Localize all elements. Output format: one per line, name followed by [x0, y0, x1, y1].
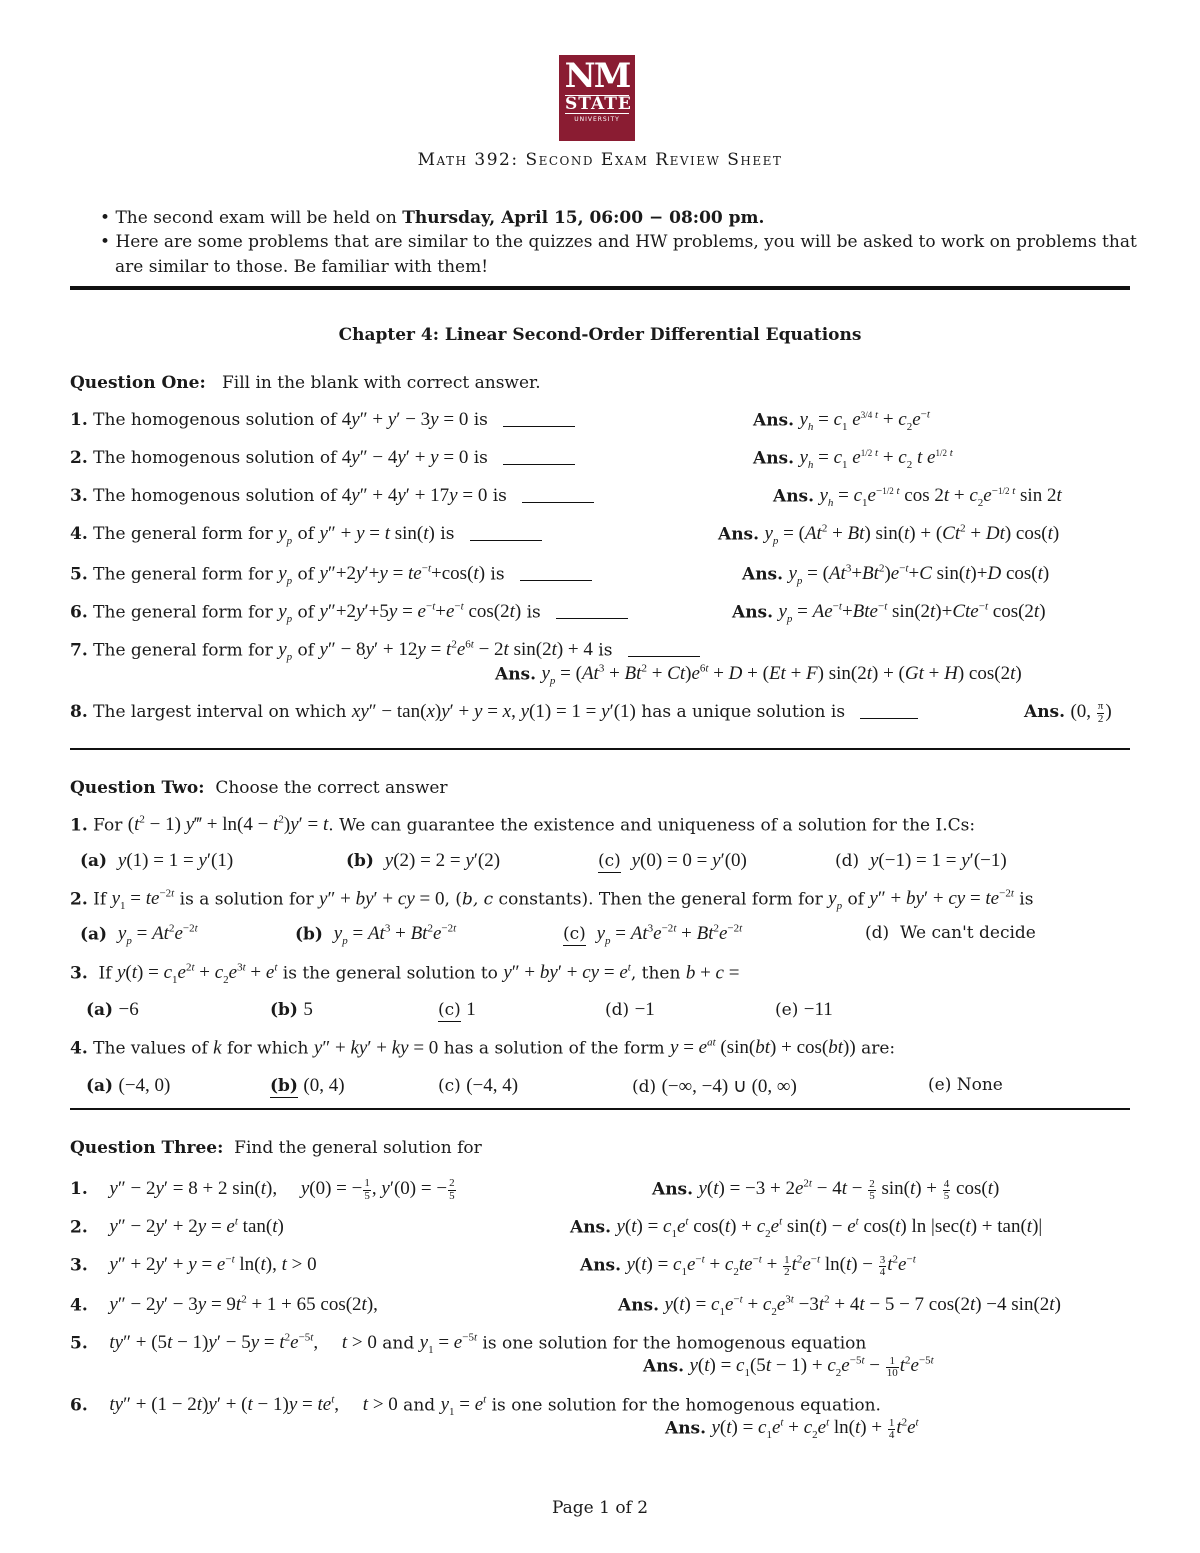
bullet-exam-date [100, 208, 764, 228]
page-number: Page 1 of 2 [551, 1498, 649, 1518]
q1-item-8: 8. The largest interval on which xy″ − tan(x)y′ + y = x, y(1) = 1 = y′(1) has a unique solution is [70, 701, 918, 723]
question-two-label: Question Two: [70, 778, 205, 798]
question-three-instruction: Find the general solution for [234, 1138, 482, 1158]
bullet-exam-date-bold: Thursday, April 15, 06:00 − 08:00 pm. [402, 208, 765, 228]
q3-item-6: 6. $ty'' + (1 - 2t)y' + (t - 1)y = te^t$, t > 0 and $y_1 = e^t$ is one solution for the homogenous equation. [70, 1394, 881, 1419]
q3-item-5: 5. $ty'' + (5t - 1)y' - 5y = t^2e^{-5t}$, t > 0 and $y_1 = e^{-5t}$ is one solution for the homogenous equation [70, 1332, 867, 1357]
answer-blank [470, 540, 542, 541]
q1-answer-7: Ans. $y_p = (At^3 + Bt^2 + Ct)e^{6t} + D + (Et + F) \sin(2t) + (Gt + H)$ cos(2t) [495, 663, 1022, 688]
q1-item-5: 5. The general form for $y_p$ of $y''+2y'+y = te^{-t}+\cos(t)$ is [70, 563, 592, 587]
q2-4-option-b: (b) (0, 4) [270, 1075, 345, 1096]
q3-answer-4: Ans. $y(t) = c_1e^{-t} + c_2e^{3t} -3t^2 + 4t - 5 - 7$ cos(2t) −4 sin(2t) [618, 1294, 1061, 1319]
q1-answer-2: Ans. $y_h = c_1$ $e^{1/2 t} + c_2$ t $e^{1/2 t}$ [753, 447, 953, 472]
chapter-title: Chapter 4: Linear Second-Order Differential Equations [338, 325, 862, 345]
q2-3-option-b: (b) 5 [270, 999, 313, 1020]
section-divider [70, 748, 1130, 750]
question-two-heading [70, 778, 448, 798]
q2-4-option-d: (d) (−∞, −4) ∪ (0, ∞) [632, 1076, 797, 1097]
q2-2-option-c: (c) $y_p = At^3e^{-2t} + Bt^2e^{-2t}$ [563, 923, 743, 948]
q1-item-3: 3. The homogenous solution of 4y″ + 4y′ + 17y = 0 is [70, 485, 594, 507]
q2-item-1: 1. For $(t^2 - 1)$ y‴ + $\ln(4 - t^2)y' = t$. We can guarantee the existence and uniqueness of a solution for the I.Cs: [70, 814, 976, 836]
section-divider [70, 1108, 1130, 1110]
q2-3-option-a: (a) −6 [86, 999, 139, 1020]
q3-answer-3: Ans. $y(t) = c_1e^{-t} + c_2te^{-t}$ + $\frac{1}{2}$ $t^2e^{-t}$ ln(t) − $\frac{3}{4}$ $t^2e^{-t}$ [580, 1253, 916, 1279]
q2-item-2: 2. If $y_1 = te^{-2t}$ is a solution for y″ + by′ + cy = 0, (b, c constants). Then the general form for $y_p$ of y″ + by′ + cy = $te^{-2t}$ is [70, 888, 1034, 913]
bullet-exam-date-text: The second exam will be held on [115, 208, 403, 228]
q3-item-3: 3. $y'' + 2y' + y = e^{-t}$ ln(t), t > 0 [70, 1254, 317, 1276]
q2-4-option-e: (e) None [928, 1075, 1003, 1095]
q2-2-option-d: (d) We can't decide [865, 923, 1036, 943]
logo-text-university: UNIVERSITY [574, 116, 620, 123]
q1-answer-8: Ans. (0, $\frac{\pi}{2}$ ) [1024, 700, 1112, 725]
q2-4-option-c: (c) (−4, 4) [438, 1075, 519, 1096]
bullet-icon: • [100, 232, 111, 252]
page-title: Math 392: Second Exam Review Sheet [417, 150, 783, 170]
q2-1-option-c: (c) y(0) = 0 = y′(0) [598, 850, 747, 871]
answer-blank [556, 618, 628, 619]
q3-answer-6: Ans. $y(t) = c_1e^t + c_2e^t$ ln(t) + $\frac{1}{4}$ $t^2e^t$ [665, 1416, 919, 1442]
answer-blank [520, 580, 592, 581]
bullet-problems-line2: are similar to those. Be familiar with them! [115, 257, 489, 277]
q2-1-option-a: (a) y(1) = 1 = y′(1) [80, 850, 234, 871]
answer-blank [503, 464, 575, 465]
q2-2-option-a: (a) $y_p = At^2e^{-2t}$ [80, 923, 198, 948]
q1-answer-3: Ans. $y_h = c_1e^{-1/2 t}$ $\cos 2t + c_2e^{-1/2 t}$ sin 2t [773, 485, 1062, 510]
q2-4-option-a: (a) (−4, 0) [86, 1075, 171, 1096]
question-one-label: Question One: [70, 373, 206, 393]
q1-answer-5: Ans. $y_p = (At^3+Bt^2)e^{-t}+C$ sin(t)+D cos(t) [742, 563, 1050, 588]
q1-item-4: 4. The general form for $y_p$ of y″ + y = t sin(t) is [70, 523, 542, 547]
question-three-label: Question Three: [70, 1138, 224, 1158]
section-divider [70, 286, 1130, 290]
q2-2-option-b: (b) $y_p = At^3 + Bt^2e^{-2t}$ [295, 923, 457, 948]
answer-blank [860, 718, 918, 719]
q2-item-4: 4. The values of k for which y″ + ky′ + ky = 0 has a solution of the form $y = e^{at}$ (sin(bt) + cos(bt)) are: [70, 1037, 896, 1059]
q2-1-option-b: (b) y(2) = 2 = y′(2) [346, 850, 501, 871]
answer-blank [522, 502, 594, 503]
bullet-icon: • [100, 208, 111, 228]
q1-answer-1: Ans. $y_h = c_1$ $e^{3/4 t} + c_2e^{-t}$ [753, 409, 930, 434]
q3-answer-1: Ans. $y(t) = -3 + 2e^{2t} - 4t$ − $\frac{2}{5}$ sin(t) + $\frac{4}{5}$ cos(t) [652, 1177, 1000, 1203]
q1-item-7: 7. The general form for $y_p$ of $y'' - 8y' + 12y = t^2e^{6t} - 2t$ sin(2t) + 4 is [70, 639, 700, 663]
question-one-heading [70, 373, 541, 393]
q1-item-2: 2. The homogenous solution of 4y″ − 4y′ + y = 0 is [70, 447, 575, 469]
question-three-heading [70, 1138, 482, 1158]
q2-item-3: 3. If $y(t) = c_1e^{2t} + c_2e^{3t} + e^t$ is the general solution to y″ + by′ + cy = $e^t$, then b + c = [70, 962, 740, 987]
q3-item-2: 2. $y'' - 2y' + 2y = e^t$ tan(t) [70, 1216, 284, 1238]
q3-answer-5: Ans. $y(t) = c_1(5t - 1) + c_2e^{-5t}$ − $\frac{1}{10}$ $t^2e^{-5t}$ [643, 1354, 934, 1380]
bullet-problems-line1: Here are some problems that are similar to the quizzes and HW problems, you will be asked to work on problems that [115, 232, 1137, 252]
logo-text-state: STATE [565, 94, 632, 114]
q3-item-4: 4. $y'' - 2y' - 3y = 9t^2 + 1 + 65$ cos(2t), [70, 1294, 378, 1316]
q2-3-option-c: (c) 1 [438, 999, 476, 1020]
question-two-instruction: Choose the correct answer [215, 778, 448, 798]
question-one-instruction: Fill in the blank with correct answer. [221, 373, 541, 393]
q1-answer-4: Ans. $y_p = (At^2 + Bt) \sin(t) + (Ct^2 + Dt)$ cos(t) [718, 523, 1060, 548]
logo-text-nm: NM [564, 56, 630, 96]
q3-item-1: 1. y″ − 2y′ = 8 + 2 sin(t), y(0) = − $\frac{1}{5}$ , y′(0) = − $\frac{2}{5}$ [70, 1177, 455, 1202]
q2-3-option-e: (e) −11 [775, 999, 833, 1020]
answer-blank [628, 656, 700, 657]
q1-answer-6: Ans. $y_p = Ae^{-t}+Bte^{-t}$ sin(2t)+Cte$^{-t}$ cos(2t) [732, 601, 1046, 626]
q2-3-option-d: (d) −1 [605, 999, 655, 1020]
q1-item-1: 1. The homogenous solution of 4y″ + y′ − 3y = 0 is [70, 409, 575, 431]
q1-item-6: 6. The general form for $y_p$ of $y''+2y'+5y = e^{-t}+e^{-t}$ cos(2t) is [70, 601, 628, 625]
university-logo [559, 55, 635, 141]
answer-blank [503, 426, 575, 427]
q2-1-option-d: (d) y(−1) = 1 = y′(−1) [835, 850, 1007, 871]
q3-answer-2: Ans. $y(t) = c_1e^t$ $\cos(t) + c_2e^t$ $\sin(t) - e^t$ cos(t) ln |sec(t) + tan(t)| [570, 1216, 1043, 1241]
bullet-problems [100, 232, 1137, 252]
